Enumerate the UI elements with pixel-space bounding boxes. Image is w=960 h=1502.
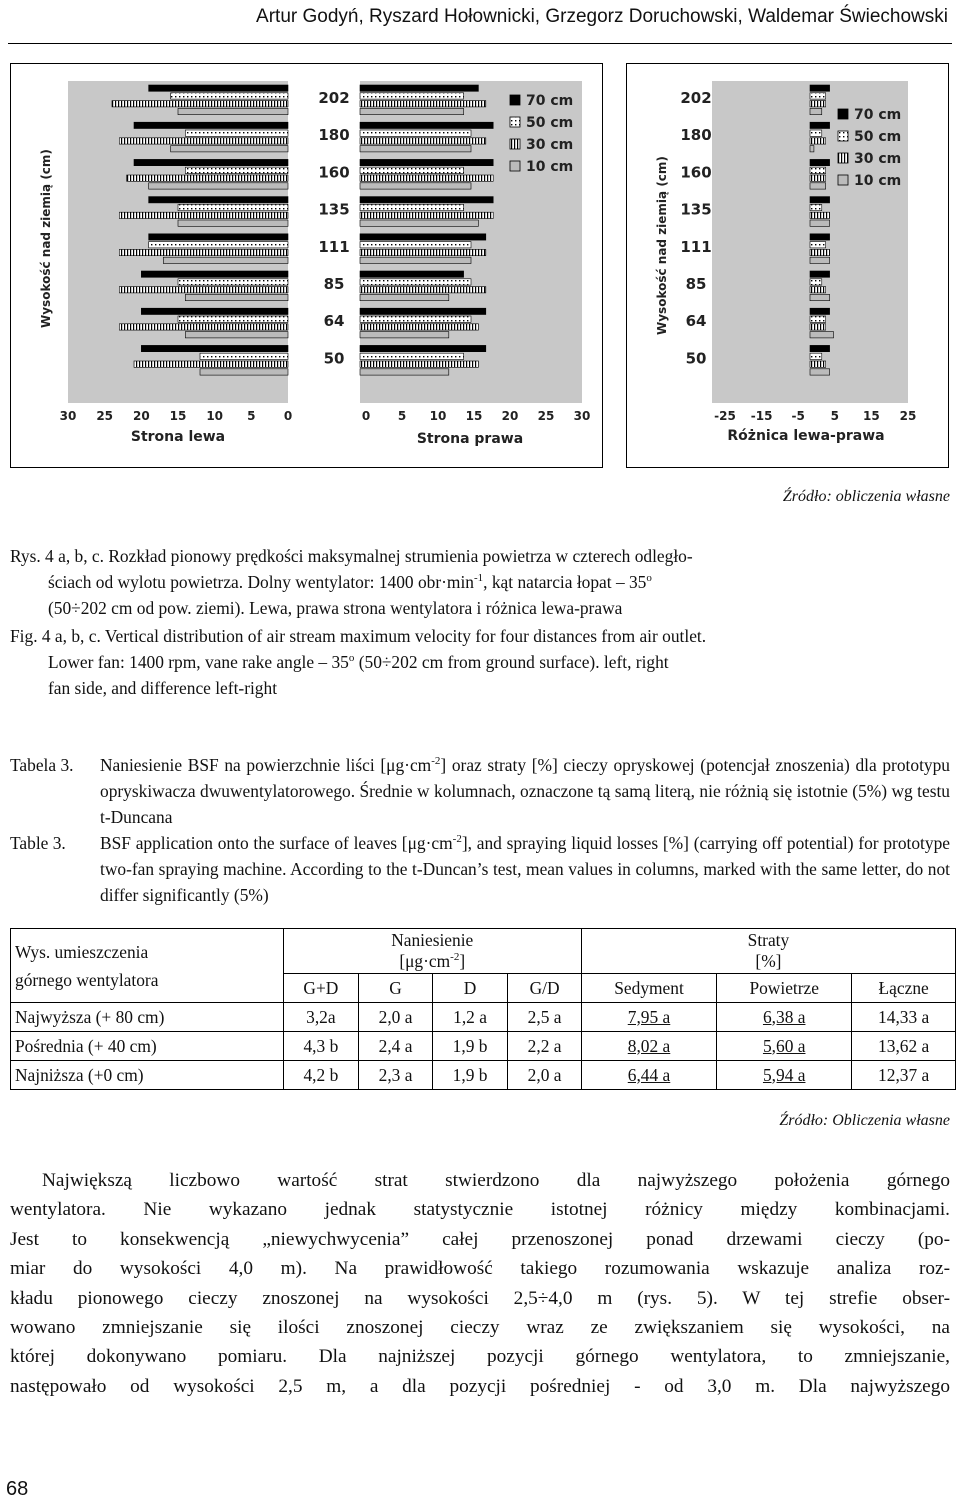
bar-p1-s3-c6 bbox=[360, 332, 449, 338]
bar-p2-s1-c6 bbox=[810, 316, 826, 322]
bar-p1-s3-c3 bbox=[360, 220, 478, 226]
bar-p0-s3-c6 bbox=[185, 332, 288, 338]
header-deposit: Naniesienie $[\mu g\cdot cm^{-2}]$ bbox=[283, 929, 581, 974]
bar-p2-s3-c0 bbox=[810, 108, 822, 114]
table-cell: 6,38 a bbox=[717, 1003, 852, 1032]
bar-p0-s1-c3 bbox=[178, 204, 288, 210]
bar-p2-s2-c4 bbox=[810, 249, 830, 255]
table-cell: 2,4 a bbox=[359, 1032, 433, 1061]
bar-p1-s0-c6 bbox=[360, 308, 486, 314]
table-cell: 8,02 a bbox=[581, 1032, 716, 1061]
caption-pl-line-1: Rys. 4 a, b, c. Rozkład pionowy prędkości maksymalnej strumienia powietrza w czterech odległo- bbox=[10, 546, 693, 566]
table-caption-en-2: ], and spraying liquid losses [%] (carrying off potential) for prototype two-fan spraying machine. According to the t-Duncan’s test, mean values in columns, marked with the same letter, do not differ significantly (5%) bbox=[100, 833, 950, 905]
bar-p1-s2-c0 bbox=[360, 101, 486, 107]
bar-p2-s2-c2 bbox=[810, 175, 826, 181]
height-label-diff: 202 bbox=[680, 89, 712, 107]
height-label-diff: 50 bbox=[685, 349, 707, 368]
table-cell: Najwyższa (+ 80 cm) bbox=[11, 1003, 284, 1032]
bar-p2-s3-c4 bbox=[810, 257, 830, 263]
table-caption-en-label: Table 3. bbox=[10, 833, 66, 853]
bar-p0-s2-c1 bbox=[119, 138, 288, 144]
body-line: Jest to konsekwencją „niewychwycenia” całej przenoszonej ponad drzewami cieczy (po- bbox=[10, 1228, 950, 1250]
bar-p1-s1-c1 bbox=[360, 130, 471, 136]
table-cell: 6,44 a bbox=[581, 1061, 716, 1090]
bar-p1-s1-c7 bbox=[360, 353, 464, 359]
bar-p2-s3-c2 bbox=[810, 183, 826, 189]
height-label-lr: 160 bbox=[318, 163, 350, 182]
bar-p0-s1-c1 bbox=[185, 130, 288, 136]
table-cell: 1,9 b bbox=[432, 1032, 507, 1061]
bar-p2-s2-c1 bbox=[810, 138, 826, 144]
table-caption-pl-sup: -2 bbox=[431, 755, 441, 768]
table-cell: 2,2 a bbox=[508, 1032, 582, 1061]
height-label-diff: 64 bbox=[685, 312, 707, 331]
caption-pl-sup-1: -1 bbox=[473, 572, 484, 585]
table-cell: 2,3 a bbox=[359, 1061, 433, 1090]
bar-p1-s0-c5 bbox=[360, 271, 464, 277]
bar-p1-s2-c5 bbox=[360, 287, 486, 293]
figure-caption-pl bbox=[10, 543, 950, 621]
page-number: 68 bbox=[6, 1478, 29, 1500]
diff-legend-label-1: 50 cm bbox=[854, 129, 902, 145]
table-cell: 4,3 b bbox=[283, 1032, 359, 1061]
table-cell: 7,95 a bbox=[581, 1003, 716, 1032]
right-tick-4: 20 bbox=[501, 409, 519, 423]
bar-p2-s0-c0 bbox=[810, 85, 830, 91]
caption-pl-sup-2: o bbox=[646, 572, 652, 585]
x-axis-label-left: Strona lewa bbox=[130, 429, 226, 445]
caption-pl-line-2: ściach od wylotu powietrza. Dolny wentylator: 1400 obr·min bbox=[48, 572, 474, 592]
table-cell: Najniższa (+0 cm) bbox=[11, 1061, 284, 1090]
lr-legend-swatch-3 bbox=[510, 161, 520, 171]
bar-p0-s3-c5 bbox=[185, 294, 288, 300]
bar-p0-s0-c7 bbox=[141, 345, 288, 351]
right-tick-5: 25 bbox=[537, 409, 555, 423]
left-tick-1: 25 bbox=[96, 409, 114, 423]
body-line: Największą liczbowo wartość strat stwierdzono dla najwyższego położenia górnego bbox=[42, 1170, 950, 1191]
bar-p2-s0-c7 bbox=[810, 345, 830, 351]
y-axis-label-diff: Wysokość nad ziemią (cm) bbox=[655, 156, 669, 335]
bar-p1-s1-c6 bbox=[360, 316, 471, 322]
caption-pl-line-2b: , kąt natarcia łopat – 35 bbox=[483, 572, 647, 592]
bar-p0-s2-c7 bbox=[134, 361, 288, 367]
table-cell: 2,0 a bbox=[359, 1003, 433, 1032]
table-cell: 1,2 a bbox=[432, 1003, 507, 1032]
table-caption-pl-1: Naniesienie BSF na powierzchnie liści [μg·cm bbox=[100, 755, 432, 775]
bar-p1-s3-c1 bbox=[360, 146, 471, 152]
col-header-2: D bbox=[432, 974, 507, 1003]
bar-p2-s2-c7 bbox=[810, 361, 826, 367]
bar-p0-s1-c4 bbox=[149, 242, 288, 248]
bar-p2-s1-c0 bbox=[810, 93, 826, 99]
table-cell: Pośrednia (+ 40 cm) bbox=[11, 1032, 284, 1061]
bar-p1-s2-c3 bbox=[360, 212, 493, 218]
bar-p1-s2-c2 bbox=[360, 175, 493, 181]
bar-p2-s3-c6 bbox=[810, 332, 834, 338]
bar-p2-s0-c3 bbox=[810, 197, 830, 203]
bar-p2-s1-c3 bbox=[810, 204, 822, 210]
height-label-diff: 160 bbox=[680, 163, 712, 182]
bar-p1-s1-c5 bbox=[360, 279, 471, 285]
bar-p1-s0-c1 bbox=[360, 122, 493, 128]
bar-p1-s0-c7 bbox=[360, 345, 486, 351]
height-label-lr: 202 bbox=[318, 89, 350, 107]
diff-tick-0: -25 bbox=[714, 409, 736, 423]
diff-tick-2: -5 bbox=[791, 409, 805, 423]
bar-p2-s3-c7 bbox=[810, 369, 830, 375]
bar-p1-s3-c0 bbox=[360, 108, 464, 114]
x-axis-label-right: Strona prawa bbox=[416, 431, 524, 447]
diff-legend-label-2: 30 cm bbox=[854, 151, 902, 167]
bar-p0-s1-c0 bbox=[171, 93, 288, 99]
bar-p0-s3-c2 bbox=[149, 183, 288, 189]
diff-legend-label-0: 70 cm bbox=[854, 107, 902, 123]
caption-en-line-2b: (50÷202 cm from ground surface). left, right bbox=[354, 652, 669, 672]
bar-p1-s2-c6 bbox=[360, 324, 478, 330]
bar-p0-s0-c6 bbox=[141, 308, 288, 314]
body-text bbox=[10, 1166, 950, 1401]
lr-legend-label-0: 70 cm bbox=[526, 93, 574, 109]
bar-p0-s1-c6 bbox=[178, 316, 288, 322]
bar-p0-s3-c7 bbox=[200, 369, 288, 375]
bar-p2-s3-c5 bbox=[810, 294, 830, 300]
left-tick-0: 30 bbox=[59, 409, 77, 423]
bar-p2-s1-c1 bbox=[810, 130, 822, 136]
table-caption-pl-label: Tabela 3. bbox=[10, 755, 74, 775]
figure-4 bbox=[10, 63, 950, 468]
bar-p1-s3-c4 bbox=[360, 257, 471, 263]
lr-legend-swatch-0 bbox=[510, 95, 520, 105]
bar-p0-s0-c0 bbox=[149, 85, 288, 91]
table-cell: 2,5 a bbox=[508, 1003, 582, 1032]
height-label-lr: 64 bbox=[323, 312, 345, 331]
bar-p0-s1-c2 bbox=[185, 167, 288, 173]
bar-p2-s2-c3 bbox=[810, 212, 830, 218]
bar-p0-s0-c2 bbox=[134, 159, 288, 165]
body-line: miar do wysokości 4,0 m). Na prawidłowość takiego rozumowania wskazuje analiza roz- bbox=[10, 1258, 950, 1280]
bar-p1-s0-c4 bbox=[360, 234, 486, 240]
bar-p1-s2-c4 bbox=[360, 249, 486, 255]
bar-p1-s0-c3 bbox=[360, 197, 493, 203]
bar-p0-s0-c1 bbox=[134, 122, 288, 128]
bar-p0-s2-c3 bbox=[119, 212, 288, 218]
bar-p2-s3-c3 bbox=[810, 220, 830, 226]
bar-p1-s2-c7 bbox=[360, 361, 478, 367]
bar-p0-s1-c5 bbox=[178, 279, 288, 285]
bar-p1-s3-c5 bbox=[360, 294, 449, 300]
bar-p1-s2-c1 bbox=[360, 138, 486, 144]
table-source: Źródło: Obliczenia własne bbox=[779, 1112, 950, 1129]
figure-source: Źródło: obliczenia własne bbox=[782, 488, 950, 505]
right-tick-2: 10 bbox=[429, 409, 447, 423]
body-line: następowało od wysokości 2,5 m, a dla pozycji pośredniej - od 3,0 m. Dla najwyższego bbox=[10, 1375, 950, 1397]
lr-legend-label-3: 10 cm bbox=[526, 159, 574, 175]
lr-legend-swatch-2 bbox=[510, 139, 520, 149]
bar-p1-s3-c2 bbox=[360, 183, 471, 189]
results-table bbox=[10, 928, 956, 1090]
header-losses: Straty [%] bbox=[581, 929, 955, 974]
right-tick-3: 15 bbox=[465, 409, 483, 423]
table-caption-en-1: BSF application onto the surface of leaves [μg·cm bbox=[100, 833, 453, 853]
diff-tick-3: 5 bbox=[830, 409, 839, 423]
bar-p0-s2-c2 bbox=[127, 175, 288, 181]
diff-legend-label-3: 10 cm bbox=[854, 173, 902, 189]
bar-p0-s3-c3 bbox=[178, 220, 288, 226]
caption-en-line-3: fan side, and difference left-right bbox=[48, 678, 278, 698]
table-cell: 5,60 a bbox=[717, 1032, 852, 1061]
diff-tick-1: -15 bbox=[750, 409, 773, 423]
table-cell: 2,0 a bbox=[508, 1061, 582, 1090]
height-label-lr: 135 bbox=[318, 200, 350, 219]
lr-legend-label-1: 50 cm bbox=[526, 115, 574, 131]
bar-p2-s0-c4 bbox=[810, 234, 830, 240]
bar-p2-s0-c1 bbox=[810, 122, 830, 128]
left-tick-2: 20 bbox=[132, 409, 150, 423]
bar-p2-s3-c1 bbox=[810, 146, 814, 152]
left-tick-3: 15 bbox=[169, 409, 187, 423]
caption-en-line-1: Fig. 4 a, b, c. Vertical distribution of air stream maximum velocity for four distances from air outlet. bbox=[10, 626, 707, 646]
table-row bbox=[11, 1061, 956, 1090]
left-tick-5: 5 bbox=[247, 409, 256, 423]
bar-p0-s2-c6 bbox=[119, 324, 288, 330]
bar-p1-s3-c7 bbox=[360, 369, 449, 375]
table-row bbox=[11, 1003, 956, 1032]
diff-legend-swatch-0 bbox=[838, 109, 848, 119]
diff-tick-5: 25 bbox=[899, 409, 917, 423]
bar-p2-s1-c7 bbox=[810, 353, 822, 359]
bar-p0-s0-c5 bbox=[141, 271, 288, 277]
bar-p0-s0-c3 bbox=[149, 197, 288, 203]
bar-p2-s1-c2 bbox=[810, 167, 826, 173]
table-cell: 5,94 a bbox=[717, 1061, 852, 1090]
figure-svg bbox=[10, 63, 950, 468]
bar-p2-s1-c5 bbox=[810, 279, 822, 285]
bar-p2-s0-c6 bbox=[810, 308, 830, 314]
table-cell: 13,62 a bbox=[852, 1032, 956, 1061]
height-label-diff: 111 bbox=[680, 237, 712, 256]
lr-legend-label-2: 30 cm bbox=[526, 137, 574, 153]
bar-p2-s1-c4 bbox=[810, 242, 826, 248]
x-axis-label-diff: Różnica lewa-prawa bbox=[727, 428, 885, 444]
bar-p0-s2-c5 bbox=[119, 287, 288, 293]
diff-legend-swatch-1 bbox=[838, 131, 848, 141]
caption-pl-line-3: (50÷202 cm od pow. ziemi). Lewa, prawa strona wentylatora i różnica lewa-prawa bbox=[48, 598, 623, 618]
bar-p0-s2-c4 bbox=[119, 249, 288, 255]
bar-p0-s3-c4 bbox=[163, 257, 288, 263]
col-header-6: Łączne bbox=[852, 974, 956, 1003]
table-caption-en-sup: -2 bbox=[452, 833, 462, 846]
height-label-lr: 111 bbox=[318, 237, 350, 256]
header-rule bbox=[8, 43, 952, 44]
height-label-lr: 50 bbox=[323, 349, 345, 368]
lr-legend-swatch-1 bbox=[510, 117, 520, 127]
y-axis-label-left: Wysokość nad ziemią (cm) bbox=[39, 149, 53, 328]
running-header: Artur Godyń, Ryszard Hołownicki, Grzegorz Doruchowski, Waldemar Świechowski bbox=[256, 6, 948, 27]
bar-p1-s1-c3 bbox=[360, 204, 464, 210]
table-cell: 4,2 b bbox=[283, 1061, 359, 1090]
table-cell: 12,37 a bbox=[852, 1061, 956, 1090]
col-header-1: G bbox=[359, 974, 433, 1003]
col-header-5: Powietrze bbox=[717, 974, 852, 1003]
body-line: kładu pionowego cieczy znoszonej na wysokości 2,5÷4,0 m (rys. 5). W tej strefie obser- bbox=[10, 1287, 950, 1309]
col-header-4: Sedyment bbox=[581, 974, 716, 1003]
left-tick-6: 0 bbox=[283, 409, 293, 423]
table-cell: 14,33 a bbox=[852, 1003, 956, 1032]
table-cell: 3,2a bbox=[283, 1003, 359, 1032]
bar-p0-s2-c0 bbox=[112, 101, 288, 107]
height-label-diff: 135 bbox=[680, 200, 712, 219]
bar-p1-s1-c0 bbox=[360, 93, 464, 99]
right-tick-0: 0 bbox=[361, 409, 371, 423]
bar-p1-s1-c4 bbox=[360, 242, 471, 248]
bar-p0-s1-c7 bbox=[200, 353, 288, 359]
body-line: wowano zmniejszanie się ilości znoszonej cieczy wraz ze zwiększaniem się wysokości, na bbox=[10, 1317, 950, 1339]
diff-tick-4: 15 bbox=[863, 409, 880, 423]
bar-p2-s2-c6 bbox=[810, 324, 826, 330]
diff-legend-swatch-2 bbox=[838, 153, 848, 163]
bar-p2-s0-c2 bbox=[810, 159, 830, 165]
left-tick-4: 10 bbox=[206, 409, 224, 423]
height-label-lr: 85 bbox=[323, 275, 345, 293]
bar-p0-s0-c4 bbox=[149, 234, 288, 240]
bar-p1-s0-c2 bbox=[360, 159, 493, 165]
height-label-lr: 180 bbox=[318, 126, 350, 145]
table-caption-pl-2: ] oraz straty [%] cieczy opryskowej (potencjał znoszenia) dla prototypu opryskiwacza dwuwentylatorowego. Średnie w kolumnach, oznaczone tą samą literą, nie różnią się istotnie (5%) wg testu t-Duncana bbox=[100, 755, 950, 827]
col-header-3: G/D bbox=[508, 974, 582, 1003]
caption-en-line-2: Lower fan: 1400 rpm, vane rake angle – 35 bbox=[48, 652, 349, 672]
body-line: wentylatora. Nie wykazano jednak statystycznie istotnej różnicy między kombinacjami. bbox=[10, 1199, 950, 1221]
bar-p2-s0-c5 bbox=[810, 271, 830, 277]
caption-en-sup: o bbox=[348, 652, 355, 665]
header-position: Wys. umieszczenia górnego wentylatora bbox=[11, 929, 284, 1003]
diff-legend-swatch-3 bbox=[838, 175, 848, 185]
bar-p1-s0-c0 bbox=[360, 85, 478, 91]
bar-p1-s1-c2 bbox=[360, 167, 464, 173]
bar-p2-s2-c0 bbox=[810, 101, 826, 107]
height-label-diff: 180 bbox=[680, 126, 712, 145]
table-cell: 1,9 b bbox=[432, 1061, 507, 1090]
body-line: której dokonywano pomiaru. Dla najniższej pozycji górnego wentylatora, to zmniejszanie, bbox=[10, 1346, 950, 1368]
table-row bbox=[11, 1032, 956, 1061]
bar-p0-s3-c1 bbox=[171, 146, 288, 152]
bar-p2-s2-c5 bbox=[810, 287, 826, 293]
bar-p0-s3-c0 bbox=[178, 108, 288, 114]
right-tick-1: 5 bbox=[397, 409, 407, 423]
figure-caption-en bbox=[10, 623, 950, 701]
table-caption bbox=[10, 752, 950, 908]
right-tick-6: 30 bbox=[573, 409, 591, 423]
height-label-diff: 85 bbox=[685, 275, 707, 293]
table-body bbox=[11, 1003, 956, 1090]
col-header-0: G+D bbox=[283, 974, 359, 1003]
